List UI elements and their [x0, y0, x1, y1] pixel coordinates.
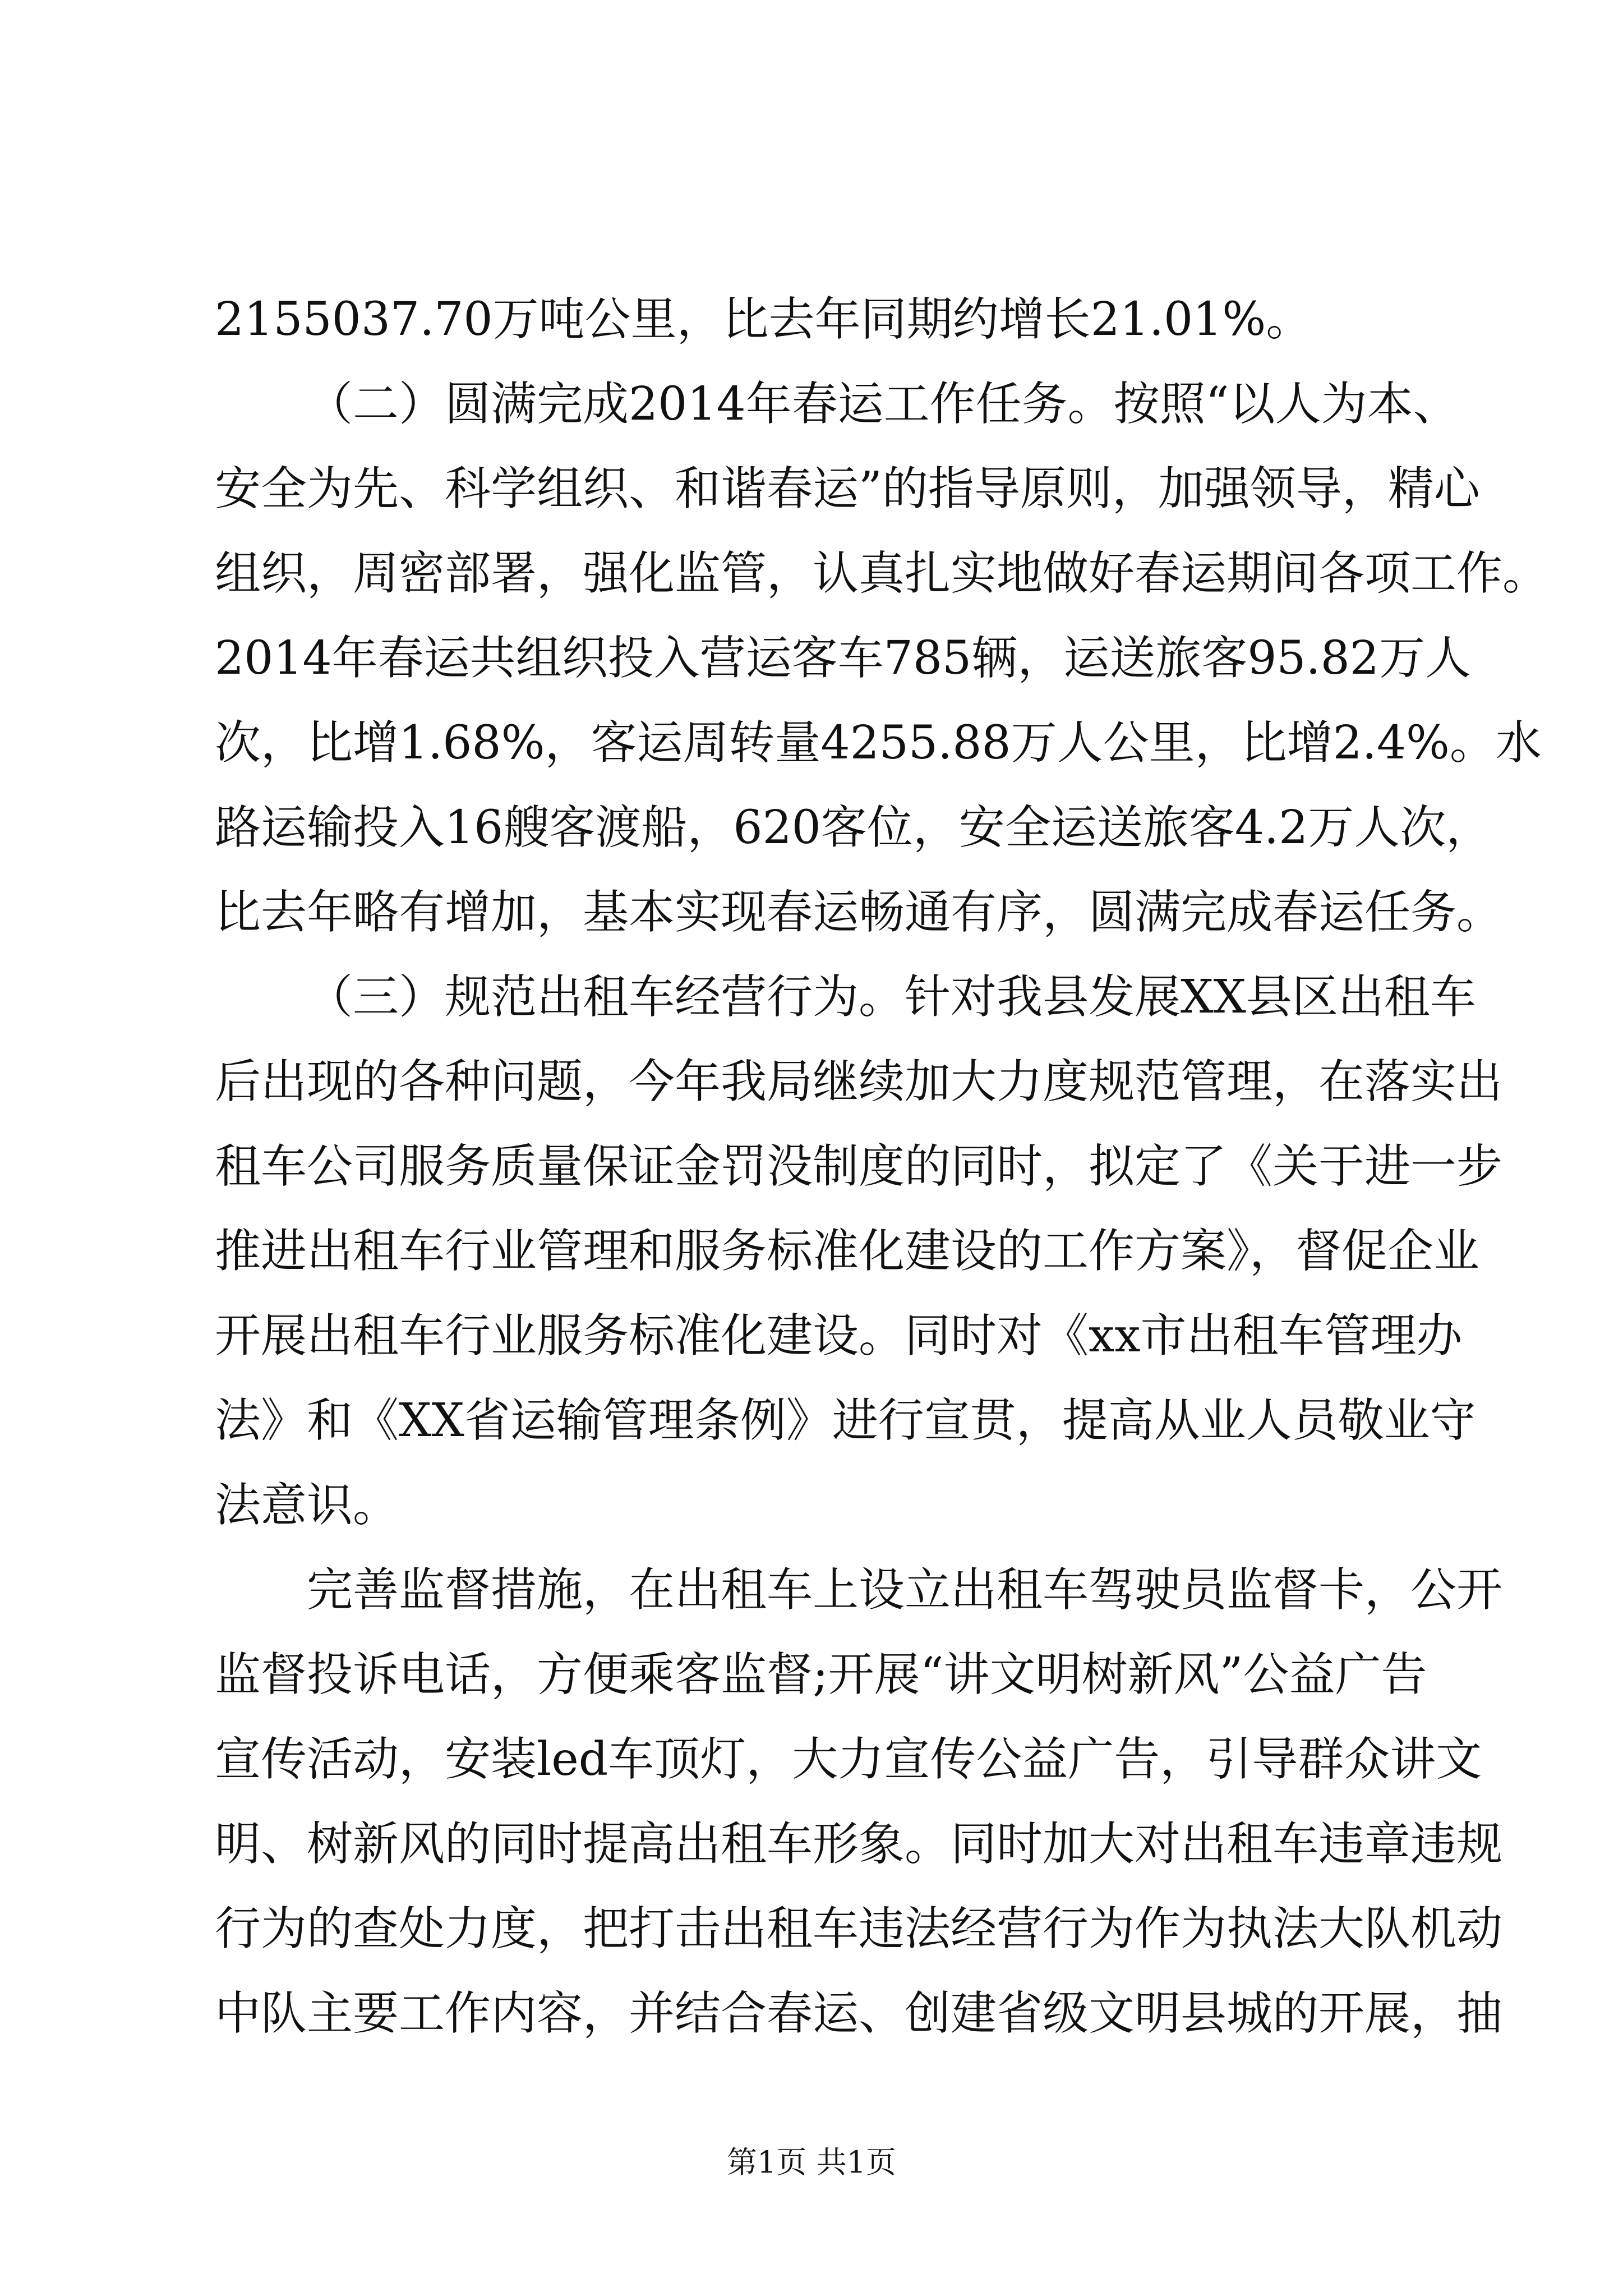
paragraph-line: 组织，周密部署，强化监管，认真扎实地做好春运期间各项工作。 [215, 547, 1549, 600]
paragraph-line: 明、树新风的同时提高出租车形象。同时加大对出租车违章违规 [215, 1818, 1503, 1871]
paragraph-line: 次，比增1.68%，客运周转量4255.88万人公里，比增2.4%。水 [215, 716, 1542, 770]
paragraph-line: 监督投诉电话，方便乘客监督;开展“讲文明树新风”公益广告 [215, 1648, 1427, 1701]
paragraph-line: 中队主要工作内容，并结合春运、创建省级文明县城的开展，抽 [215, 1987, 1503, 2040]
paragraph-line: 安全为先、科学组织、和谐春运”的指导原则，加强领导，精心 [215, 462, 1480, 516]
paragraph-line: 完善监督措施，在出租车上设立出租车驾驶员监督卡，公开 [307, 1563, 1503, 1617]
paragraph-line: 宣传活动，安装led车顶灯，大力宣传公益广告，引导群众讲文 [215, 1733, 1482, 1786]
paragraph-line: 开展出租车行业服务标准化建设。同时对《xx市出租车管理办 [215, 1309, 1463, 1363]
paragraph-line: 租车公司服务质量保证金罚没制度的同时，拟定了《关于进一步 [215, 1140, 1503, 1193]
paragraph-line: （二）圆满完成2014年春运工作任务。按照“以人为本、 [307, 378, 1459, 431]
paragraph-line: （三）规范出租车经营行为。针对我县发展XX县区出租车 [307, 970, 1476, 1024]
paragraph-line: 法》和《XX省运输管理条例》进行宣贯，提高从业人员敬业守 [215, 1394, 1476, 1447]
page-footer: 第1页 共1页 [727, 2145, 896, 2180]
paragraph-line: 比去年略有增加，基本实现春运畅通有序，圆满完成春运任务。 [215, 886, 1503, 939]
paragraph-line: 行为的查处力度，把打击出租车违法经营行为作为执法大队机动 [215, 1902, 1503, 1955]
paragraph-line: 后出现的各种问题，今年我局继续加大力度规范管理，在落实出 [215, 1055, 1503, 1108]
paragraph-line: 2014年春运共组织投入营运客车785辆，运送旅客95.82万人 [215, 632, 1471, 685]
paragraph-line: 2155037.70万吨公里，比去年同期约增长21.01%。 [215, 293, 1312, 346]
paragraph-line: 推进出租车行业管理和服务标准化建设的工作方案》，督促企业 [215, 1225, 1480, 1278]
paragraph-line: 法意识。 [215, 1479, 399, 1532]
paragraph-line: 路运输投入16艘客渡船，620客位，安全运送旅客4.2万人次， [215, 801, 1492, 854]
